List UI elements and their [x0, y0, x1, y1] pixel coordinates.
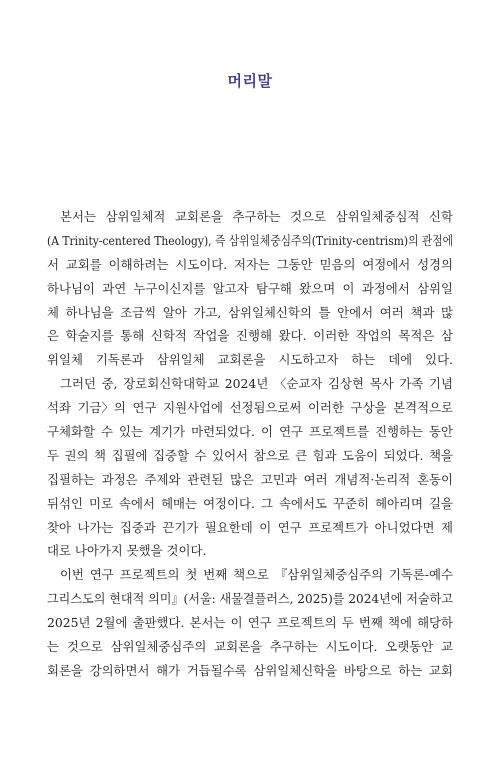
text-line: [47, 396, 453, 420]
text-line: [47, 372, 453, 396]
text-line-content: 본서는 삼위일체적 교회론을 추구하는 것으로 삼위일체중심적 신학: [60, 209, 453, 224]
text-line: [47, 253, 453, 277]
text-line: [47, 420, 453, 444]
text-line-content: 구체화할 수 있는 계기가 마련되었다. 이 연구 프로젝트를 진행하는 동안: [47, 424, 453, 440]
text-line: [47, 492, 453, 516]
text-line: [47, 444, 453, 468]
text-line: [47, 587, 453, 611]
text-line-content: 대로 나아가지 못했을 것이다.: [47, 543, 207, 559]
text-line: [47, 563, 453, 587]
text-line-content: 서 교회를 이해하려는 시도이다. 저자는 그동안 믿음의 여정에서 성경의: [47, 256, 453, 272]
text-line-content: 그러던 중, 장로회신학대학교 2024년 〈순교자 김상현 목사 가족 기념: [60, 376, 453, 392]
text-line: [47, 516, 453, 540]
text-line: [47, 277, 453, 301]
text-line-content: 체 하나님을 조금씩 알아 가고, 삼위일체신학의 틀 안에서 여러 책과 많: [47, 304, 453, 320]
text-line: [47, 348, 453, 372]
text-line: [47, 229, 453, 253]
text-line: [47, 301, 453, 325]
text-line-content: 하나님이 과연 누구이신지를 알고자 탐구해 왔으며 이 과정에서 삼위일: [47, 280, 453, 296]
text-line: [47, 324, 453, 348]
text-line: [47, 659, 453, 683]
text-line-content: 석좌 기금〉의 연구 지원사업에 선정됨으로써 이러한 구상을 본격적으로: [47, 400, 453, 416]
text-line: [47, 539, 453, 563]
text-line-content: 회론을 강의하면서 해가 거듭될수록 삼위일체신학을 바탕으로 하는 교회: [47, 662, 453, 678]
page-title: 머리말: [227, 72, 273, 90]
text-line-content: 집필하는 과정은 주제와 관련된 많은 고민과 여러 개념적·논리적 혼동이: [47, 471, 453, 487]
text-line-content: 위일체 기독론과 삼위일체 교회론을 시도하고자 하는 데에 있다.: [47, 352, 453, 368]
text-line-content: 2025년 2월에 출판했다. 본서는 이 연구 프로젝트의 두 번째 책에 해당하: [47, 615, 453, 631]
text-line: [47, 611, 453, 635]
text-line: [47, 468, 453, 492]
text-line-content: 뒤섞인 미로 속에서 헤매는 여정이다. 그 속에서도 꾸준히 헤아리며 길을: [47, 495, 453, 511]
body-text: [47, 205, 453, 683]
text-line-content: 찾아 나가는 집중과 끈기가 필요한데 이 연구 프로젝트가 아니었다면 제: [47, 519, 453, 535]
text-line-content: (A Trinity-centered Theology), 즉 삼위일체중심주의(Trinity-centrism)의 관점에: [47, 232, 453, 248]
text-line-content: 은 학술지를 통해 신학적 작업을 진행해 왔다. 이러한 작업의 목적은 삼: [47, 328, 453, 344]
text-line: [47, 635, 453, 659]
text-line: [47, 205, 453, 229]
text-line-content: 이번 연구 프로젝트의 첫 번째 책으로 『삼위일체중심주의 기독론-예수: [60, 567, 453, 583]
text-line-content: 두 권의 책 집필에 집중할 수 있어서 참으로 큰 힘과 도움이 되었다. 책을: [47, 447, 453, 463]
text-line-content: 그리스도의 현대적 의미』(서울: 새물결플러스, 2025)를 2024년에 저술하고: [47, 591, 453, 607]
text-line-content: 는 것으로 삼위일체중심주의 교회론을 추구하는 시도이다. 오랫동안 교: [47, 639, 453, 655]
